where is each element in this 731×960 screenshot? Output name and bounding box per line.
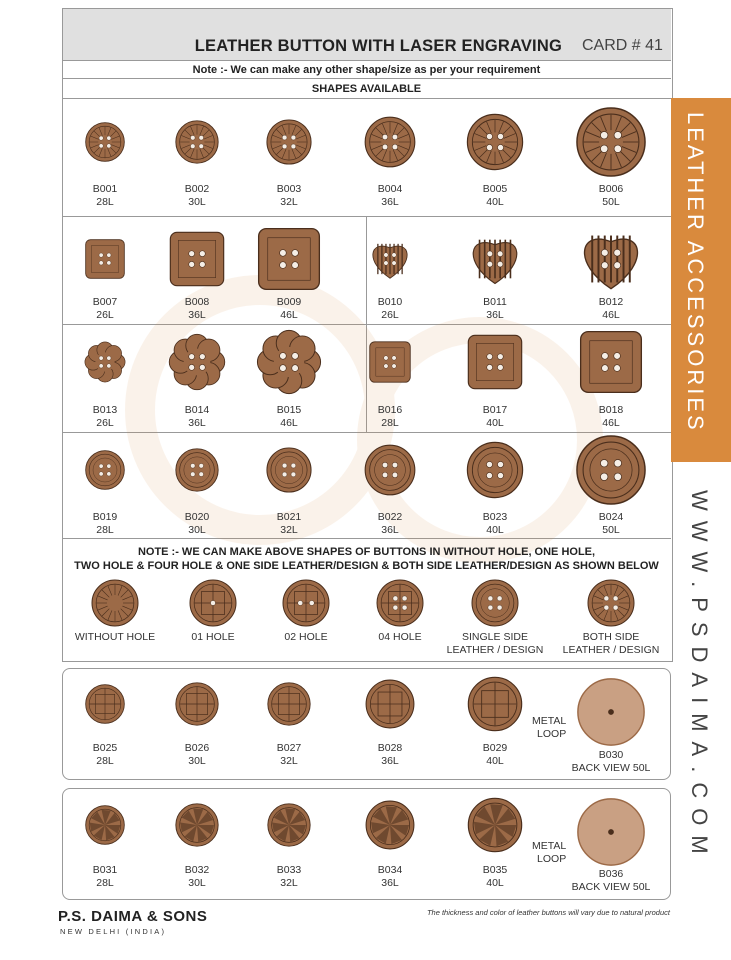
button-size: 46L [280,309,298,321]
variant-button-image [375,578,425,628]
variant-button-image [470,578,520,628]
button-size: 28L [96,524,114,536]
button-code: B008 [184,296,210,308]
button-code: B029 [482,742,508,754]
metal-loop-label-2 [532,840,566,866]
button-image [174,119,220,165]
button-size: LEATHER / DESIGN [562,644,660,656]
loop-label: LOOP [537,728,567,740]
button-size: 40L [486,755,504,767]
button-image [84,121,126,163]
button-code: B031 [92,864,118,876]
page-title: LEATHER BUTTON WITH LASER ENGRAVING [194,37,562,55]
button-image [84,341,126,383]
button-label [551,404,671,430]
button-code: B036 [598,868,624,880]
button-code: B013 [92,404,118,416]
brand-logo: P.S. DAIMA & SONS [58,908,208,925]
variant-button-image [188,578,238,628]
button-code: B009 [276,296,302,308]
note-middle [62,545,671,573]
button-code: B015 [276,404,302,416]
button-code: B025 [92,742,118,754]
button-size: 28L [96,196,114,208]
button-code: B004 [377,183,403,195]
button-code: B033 [276,864,302,876]
divider [62,98,671,99]
button-size: 50L [602,524,620,536]
button-code: 01 HOLE [191,631,235,643]
button-code: B032 [184,864,210,876]
button-size: 32L [280,524,298,536]
loop-label: LOOP [537,853,567,865]
button-size: 32L [280,196,298,208]
shapes-header: SHAPES AVAILABLE [311,83,422,95]
button-code: 04 HOLE [378,631,422,643]
button-size: BACK VIEW 50L [571,881,651,893]
brand-location: NEW DELHI (INDIA) [60,927,167,936]
metal-label: METAL [532,715,567,727]
panel-button-image [266,802,312,848]
button-label [551,296,671,322]
button-size: 36L [188,309,206,321]
button-label [435,511,555,537]
disclaimer: The thickness and color of leather buttons will vary due to natural product [426,908,670,917]
button-size: 36L [381,755,399,767]
button-size: 36L [381,877,399,889]
button-size: 28L [96,877,114,889]
panel-button-image [364,799,416,851]
metal-loop-label-1 [532,715,566,741]
divider [366,216,367,432]
button-image [174,447,220,493]
button-image [466,333,524,391]
button-size: 36L [486,309,504,321]
variant-button-image [90,578,140,628]
metal-label: METAL [532,840,567,852]
button-code: B007 [92,296,118,308]
button-image [577,225,645,293]
button-size: BACK VIEW 50L [571,762,651,774]
button-code: B002 [184,183,210,195]
button-code: B018 [598,404,624,416]
button-size: 46L [280,417,298,429]
button-code: B026 [184,742,210,754]
panel-button-label [435,864,555,890]
button-image [256,329,322,395]
variant-label [551,631,671,657]
button-size: 28L [381,417,399,429]
button-code: B022 [377,511,403,523]
button-code: B024 [598,511,624,523]
button-code: B016 [377,404,403,416]
button-label [551,183,671,209]
panel-button-image [466,796,524,854]
divider [62,538,671,539]
button-code: B001 [92,183,118,195]
button-size: 30L [188,877,206,889]
button-image [168,333,226,391]
button-code: B006 [598,183,624,195]
button-image [467,231,523,287]
button-size: 26L [381,309,399,321]
note-middle-line2: TWO HOLE & FOUR HOLE & ONE SIDE LEATHER/DESIGN & BOTH SIDE LEATHER/DESIGN AS SHOWN BELOW [74,560,659,572]
panel-button-label [435,742,555,768]
button-label [330,183,450,209]
button-image [574,433,648,507]
button-size: 50L [602,196,620,208]
button-label [330,511,450,537]
divider [62,78,671,79]
button-code: B021 [276,511,302,523]
button-image [84,449,126,491]
button-size: 40L [486,417,504,429]
button-code: WITHOUT HOLE [74,631,156,643]
button-code: B027 [276,742,302,754]
button-size: 46L [602,417,620,429]
button-size: 32L [280,755,298,767]
button-image [465,440,525,500]
panel-button-image [84,683,126,725]
button-label [435,296,555,322]
button-label [551,511,671,537]
panel-button-image [174,802,220,848]
variant-label [435,631,555,657]
button-size: 30L [188,755,206,767]
button-size: LEATHER / DESIGN [446,644,544,656]
button-size: 30L [188,524,206,536]
panel-button-image [174,681,220,727]
back-view-button-image [575,796,647,868]
divider [62,60,671,61]
button-image [368,237,412,281]
panel-button-label [330,742,450,768]
button-size: 36L [188,417,206,429]
back-view-label [551,868,671,894]
button-size: 46L [602,309,620,321]
button-code: SINGLE SIDE [462,631,528,643]
button-code: B005 [482,183,508,195]
button-size: 26L [96,309,114,321]
button-size: 26L [96,417,114,429]
button-code: B010 [377,296,403,308]
button-size: 32L [280,877,298,889]
panel-button-image [266,681,312,727]
button-code: B028 [377,742,403,754]
button-image [363,443,417,497]
note-middle-line1: NOTE :- WE CAN MAKE ABOVE SHAPES OF BUTTONS IN WITHOUT HOLE, ONE HOLE, [137,546,596,558]
button-code: B011 [483,296,507,308]
button-size: 40L [486,196,504,208]
button-code: B003 [276,183,302,195]
note-top: Note :- We can make any other shape/size as per your requirement [192,64,541,76]
button-code: B012 [598,296,624,308]
button-label [330,404,450,430]
button-size: 28L [96,755,114,767]
card-number: CARD # 41 [582,37,663,54]
button-code: B019 [92,511,118,523]
button-code: B017 [482,404,508,416]
button-code: B014 [184,404,210,416]
button-size: 40L [486,524,504,536]
button-label [330,296,450,322]
button-image [363,115,417,169]
button-code: B035 [482,864,508,876]
button-code: BOTH SIDE [582,631,640,643]
button-code: B034 [377,864,403,876]
button-size: 30L [188,196,206,208]
button-size: 36L [381,196,399,208]
button-image [168,230,226,288]
button-code: B030 [598,749,624,761]
button-code: B023 [482,511,508,523]
website-url[interactable]: WWW.PSDAIMA.COM [687,490,712,864]
panel-button-label [330,864,450,890]
button-image [368,340,412,384]
button-image [578,329,644,395]
button-image [465,112,525,172]
panel-button-image [364,678,416,730]
button-size: 40L [486,877,504,889]
side-tab-text: LEATHER ACCESSORIES [683,112,708,433]
variant-button-image [586,578,636,628]
panel-button-image [466,675,524,733]
button-image [84,238,126,280]
button-image [256,226,322,292]
back-view-label [551,749,671,775]
variant-button-image [281,578,331,628]
button-code: 02 HOLE [284,631,328,643]
button-image [265,118,313,166]
button-code: B020 [184,511,210,523]
panel-button-image [84,804,126,846]
button-image [265,446,313,494]
button-label [435,404,555,430]
button-size: 36L [381,524,399,536]
back-view-button-image [575,676,647,748]
button-label [435,183,555,209]
button-image [574,105,648,179]
